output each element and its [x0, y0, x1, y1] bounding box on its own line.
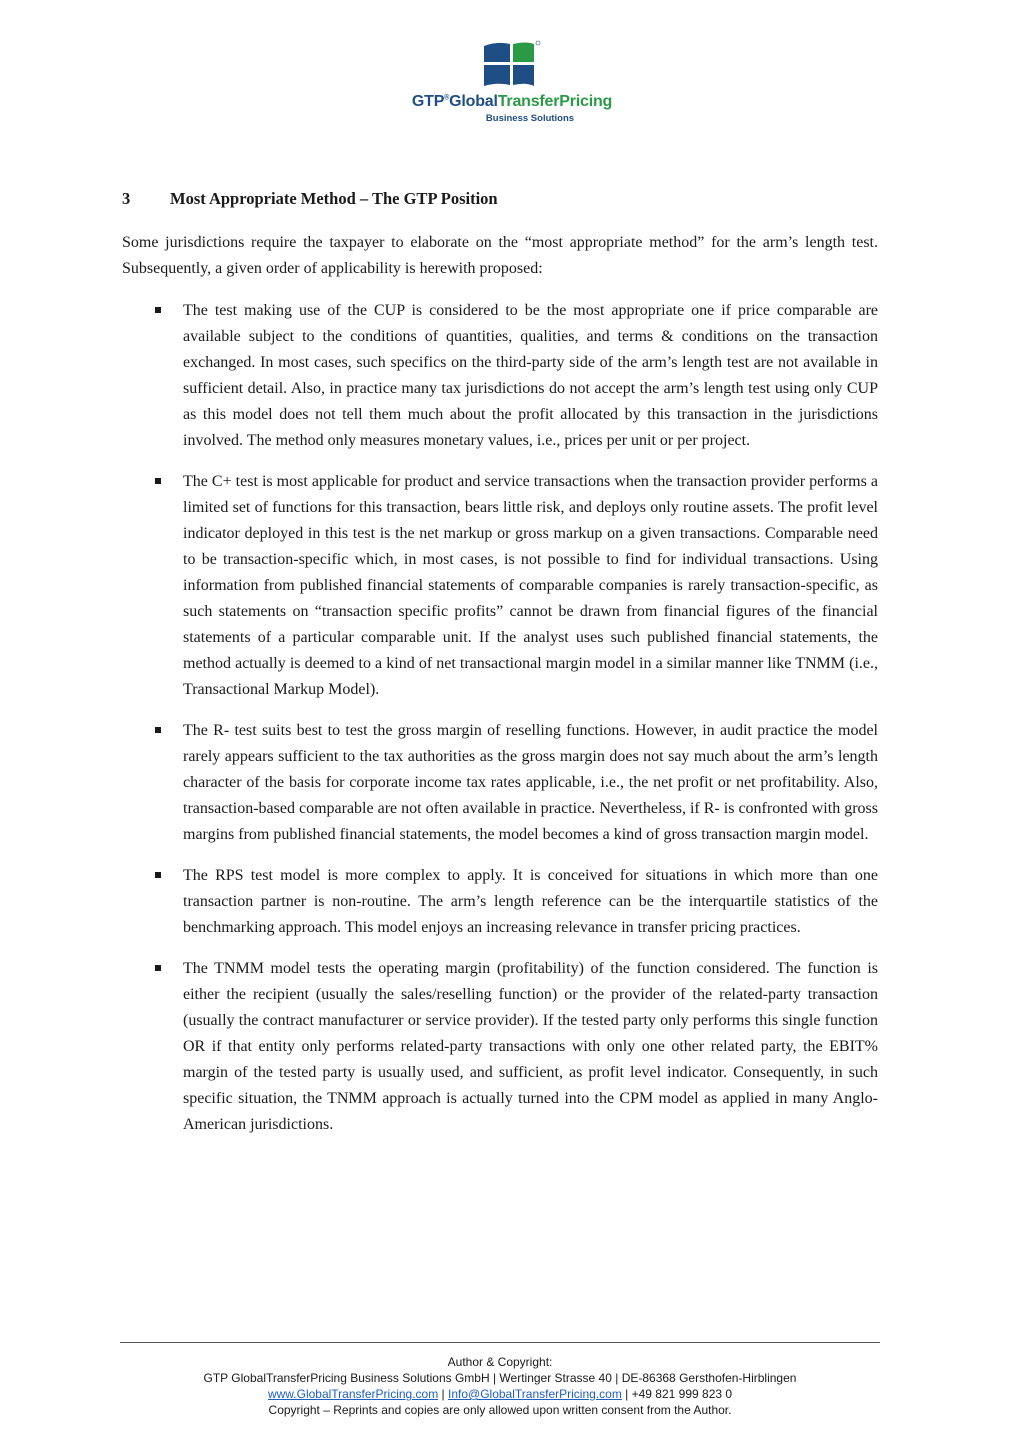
list-item — [122, 863, 878, 941]
list-item — [122, 298, 878, 454]
bullet-square-icon — [155, 872, 161, 878]
footer-copyright: Copyright – Reprints and copies are only allowed upon written consent from the Author. — [268, 1403, 732, 1417]
window-logo-icon — [482, 40, 542, 90]
section-title: Most Appropriate Method – The GTP Position — [170, 189, 498, 208]
bullet-square-icon — [155, 965, 161, 971]
list-item-text: The test making use of the CUP is considered to be the most appropriate one if price comparable are available subject to the conditions of quantities, qualities, and terms & conditions on the transaction exchanged. In most cases, such specifics on the third-party side of the arm’s length test are not available in sufficient detail. Also, in practice many tax jurisdictions do not accept the arm’s length test using only CUP as this model does not tell them much about the profit allocated by this transaction in the jurisdictions involved. The method only measures monetary values, i.e., prices per unit or per project. — [183, 302, 878, 449]
list-item-text: The TNMM model tests the operating margin (profitability) of the function considered. The function is either the recipient (usually the sales/reselling function) or the provider of the related-party transaction (usually the contract manufacturer or service provider). If the tested party only performs this single function OR if that entity only performs related-party transactions with only one other related party, the EBIT% margin of the tested party is usually used, and sufficient, as profit level indicator. Consequently, in such specific situation, the TNMM approach is actually turned into the CPM model as applied in many Anglo-American jurisdictions. — [183, 960, 878, 1133]
list-item — [122, 469, 878, 703]
list-item — [122, 718, 878, 848]
bullet-square-icon — [155, 307, 161, 313]
intro-paragraph: Some jurisdictions require the taxpayer to elaborate on the “most appropriate method” for the arm’s length test. Subsequently, a given order of applicability is herewith proposed: — [122, 234, 878, 277]
logo-transfer-pricing: TransferPricing — [497, 93, 613, 110]
footer-separator: | — [438, 1387, 449, 1401]
logo-gtp: GTP — [411, 93, 445, 110]
website-link[interactable]: www.GlobalTransferPricing.com — [267, 1387, 439, 1401]
footer-author-label: Author & Copyright: — [447, 1355, 553, 1369]
bullet-square-icon — [155, 478, 161, 484]
bullet-square-icon — [155, 727, 161, 733]
footer-phone: | +49 821 999 823 0 — [621, 1387, 733, 1401]
list-item — [122, 956, 878, 1138]
method-list — [122, 298, 878, 1153]
logo-global: Global — [449, 93, 498, 110]
section-heading — [122, 189, 498, 209]
page-footer — [100, 1354, 900, 1418]
logo-wordmark — [402, 93, 622, 111]
company-logo — [402, 40, 622, 130]
section-number: 3 — [122, 189, 131, 208]
list-item-text: The R- test suits best to test the gross margin of reselling functions. However, in audit practice the model rarely appears sufficient to the tax authorities as the gross margin does not say much about the arm’s length character of the basis for corporate income tax rates applicable, i.e., the net profit or net profitability. Also, transaction-based comparable are not often available in practice. Nevertheless, if R- is confronted with gross margins from published financial statements, the model becomes a kind of gross transaction margin model. — [183, 722, 878, 843]
footer-contact-line — [100, 1386, 900, 1402]
logo-subtitle: Business Solutions — [485, 113, 575, 124]
list-item-text: The RPS test model is more complex to apply. It is conceived for situations in which more than one transaction partner is non-routine. The arm’s length reference can be the interquartile statistics of the benchmarking approach. This model enjoys an increasing relevance in transfer pricing practices. — [183, 867, 878, 936]
logo-registered-mark: ® — [444, 94, 450, 102]
email-link[interactable]: Info@GlobalTransferPricing.com — [448, 1387, 622, 1401]
footer-divider — [120, 1342, 880, 1343]
list-item-text: The C+ test is most applicable for product and service transactions when the transaction provider performs a limited set of functions for this transaction, bears little risk, and deploys only routine assets. The profit level indicator deployed in this test is the net markup or gross markup on a given transactions. Comparable need to be transaction-specific which, in most cases, is not possible to find for individual transactions. Using information from published financial statements of comparable companies is rarely transaction-specific, as such statements on “transaction specific profits” cannot be drawn from financial figures of the financial statements of a particular comparable unit. If the analyst uses such published financial statements, the method actually is deemed to a kind of net transactional margin model in a similar manner like TNMM (i.e., Transactional Markup Model). — [183, 473, 878, 698]
footer-company-address: GTP GlobalTransferPricing Business Solutions GmbH | Wertinger Strasse 40 | DE-86368 Gersthofen-Hirblingen — [203, 1371, 797, 1385]
